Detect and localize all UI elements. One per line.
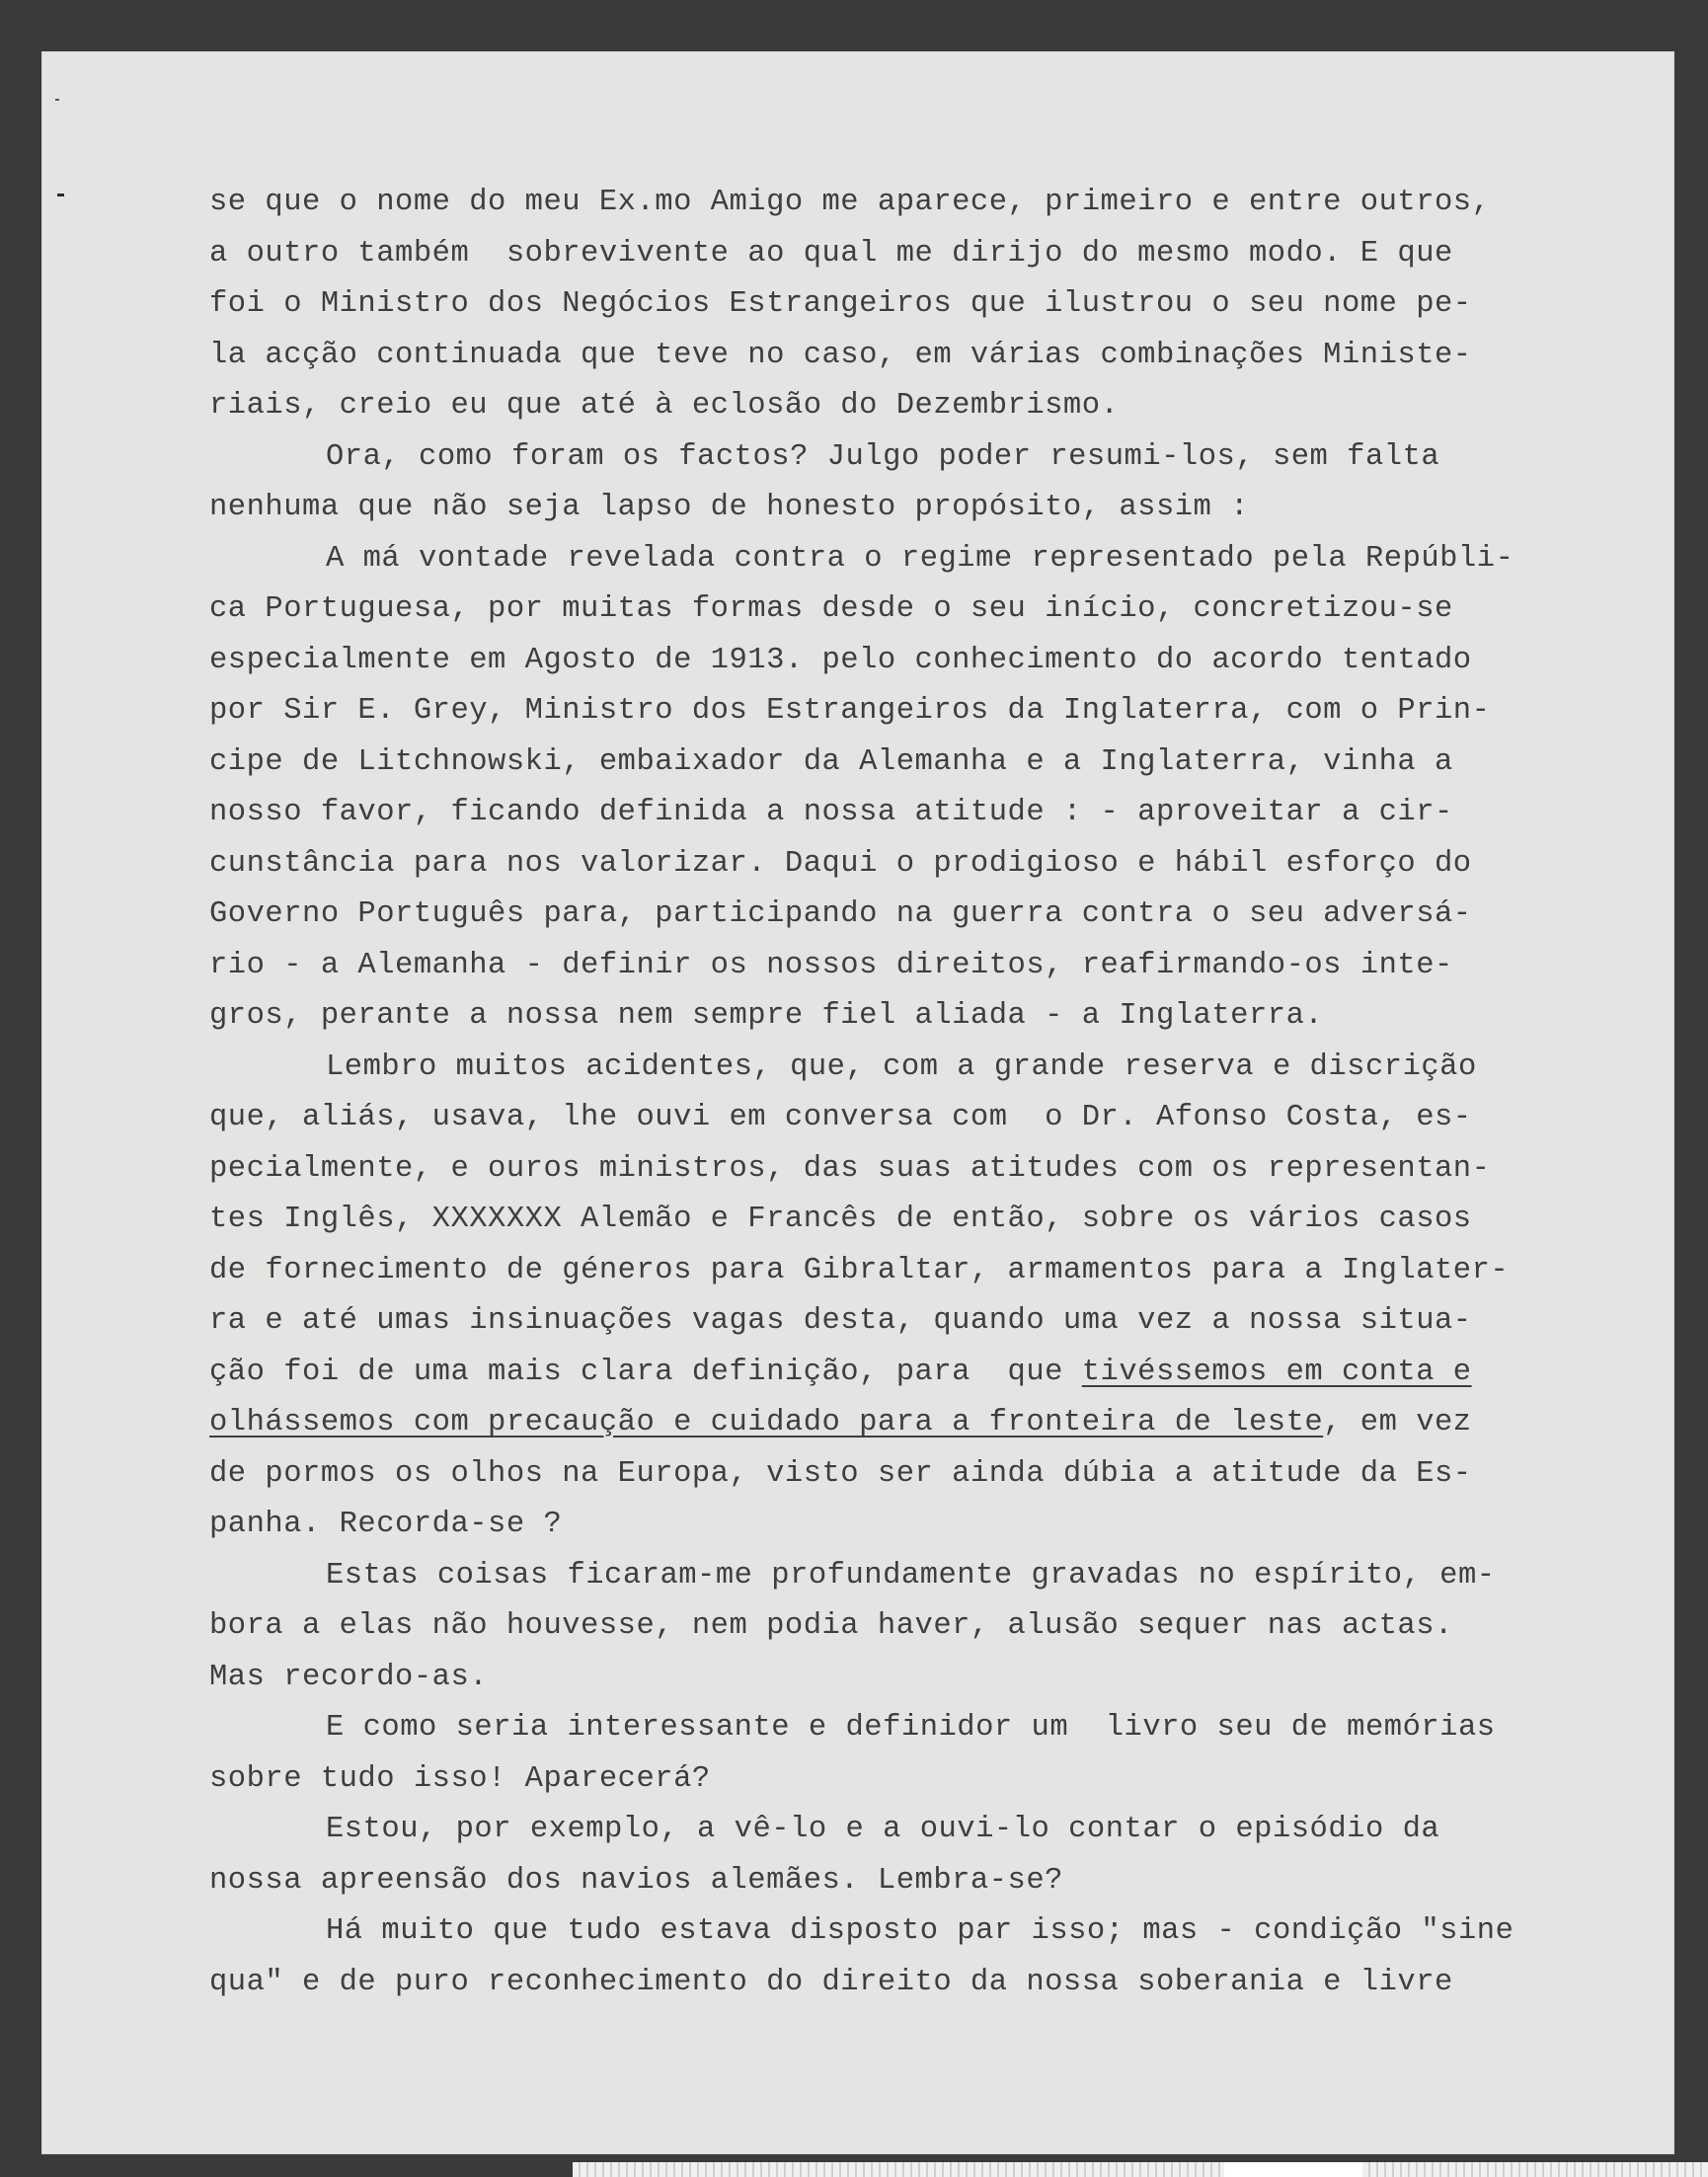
text-line: gros, perante a nossa nem sempre fiel aliada - a Inglaterra.	[209, 999, 1324, 1033]
text-line: Estou, por exemplo, a vê-lo e a ouvi-lo contar o episódio da	[326, 1813, 1440, 1846]
text-line: Lembro muitos acidentes, que, com a grande reserva e discrição	[326, 1050, 1477, 1084]
text-line: Há muito que tudo estava disposto par isso; mas - condição "sine	[326, 1914, 1514, 1948]
text-line: Estas coisas ficaram-me profundamente gravadas no espírito, em-	[326, 1558, 1496, 1593]
text-line: cipe de Litchnowski, embaixador da Alemanha e a Inglaterra, vinha a	[209, 744, 1453, 779]
text-line: se que o nome do meu Ex.mo Amigo me aparece, primeiro e entre outros,	[209, 186, 1491, 219]
text-line: por Sir E. Grey, Ministro dos Estrangeiros da Inglaterra, com o Prin-	[209, 694, 1491, 728]
scanner-edge-highlight	[1224, 2162, 1362, 2177]
underlined-text: tivéssemos em conta e	[1081, 1355, 1472, 1389]
text-line: de fornecimento de géneros para Gibraltar, armamentos para a Inglater-	[209, 1253, 1510, 1287]
text-line: Governo Português para, participando na guerra contra o seu adversá-	[209, 897, 1472, 931]
text-line: a outro também sobrevivente ao qual me dirijo do mesmo modo. E que	[209, 236, 1453, 271]
margin-mark	[57, 194, 64, 196]
text-line: cunstância para nos valorizar. Daqui o prodigioso e hábil esforço do	[209, 846, 1472, 881]
text-line: riais, creio eu que até à eclosão do Dezembrismo.	[209, 389, 1120, 423]
text-line: nosso favor, ficando definida a nossa atitude : - aproveitar a cir-	[209, 796, 1453, 829]
text-line: bora a elas não houvesse, nem podia haver, alusão sequer nas actas.	[209, 1609, 1453, 1643]
text-line: Mas recordo-as.	[209, 1660, 489, 1694]
scanner-edge-strip	[573, 2162, 1708, 2177]
text-line: especialmente em Agosto de 1913. pelo conhecimento do acordo tentado	[209, 643, 1472, 677]
text-line: nossa apreensão dos navios alemães. Lembra-se?	[209, 1863, 1063, 1898]
text-line: pecialmente, e ouros ministros, das suas atitudes com os representan-	[209, 1151, 1491, 1186]
text-line: A má vontade revelada contra o regime representado pela Repúbli-	[326, 541, 1514, 576]
text-line: foi o Ministro dos Negócios Estrangeiros que ilustrou o seu nome pe-	[209, 287, 1472, 321]
margin-mark	[55, 99, 59, 101]
text-line: rio - a Alemanha - definir os nossos direitos, reafirmando-os inte-	[209, 948, 1453, 982]
text-line: ra e até umas insinuações vagas desta, quando uma vez a nossa situa-	[209, 1304, 1472, 1338]
text-line: tes Inglês, XXXXXXX Alemão e Francês de então, sobre os vários casos	[209, 1203, 1472, 1236]
text-line: E como seria interessante e definidor um livro seu de memórias	[326, 1711, 1496, 1745]
text-line: que, aliás, usava, lhe ouvi em conversa com o Dr. Afonso Costa, es-	[209, 1101, 1472, 1134]
text-line: sobre tudo isso! Aparecerá?	[209, 1761, 711, 1796]
typewritten-text-body	[209, 178, 1611, 2008]
text-line: nenhuma que não seja lapso de honesto propósito, assim :	[209, 491, 1249, 524]
underlined-text: olhássemos com precaução e cuidado para a fronteira de leste	[209, 1406, 1324, 1439]
text-line: la acção continuada que teve no caso, em várias combinações Ministe-	[209, 338, 1472, 372]
text-line: de pormos os olhos na Europa, visto ser ainda dúbia a atitude da Es-	[209, 1456, 1472, 1491]
text-line	[209, 1348, 1611, 1399]
text-line: panha. Recorda-se ?	[209, 1508, 563, 1541]
text-segment: , em vez	[1323, 1406, 1472, 1439]
text-line: Ora, como foram os factos? Julgo poder resumi-los, sem falta	[326, 439, 1440, 474]
text-line: qua" e de puro reconhecimento do direito da nossa soberania e livre	[209, 1965, 1453, 1999]
text-segment: ção foi de uma mais clara definição, para que	[209, 1355, 1082, 1389]
text-line: ca Portuguesa, por muitas formas desde o seu início, concretizou-se	[209, 592, 1453, 626]
text-line	[209, 1398, 1611, 1449]
